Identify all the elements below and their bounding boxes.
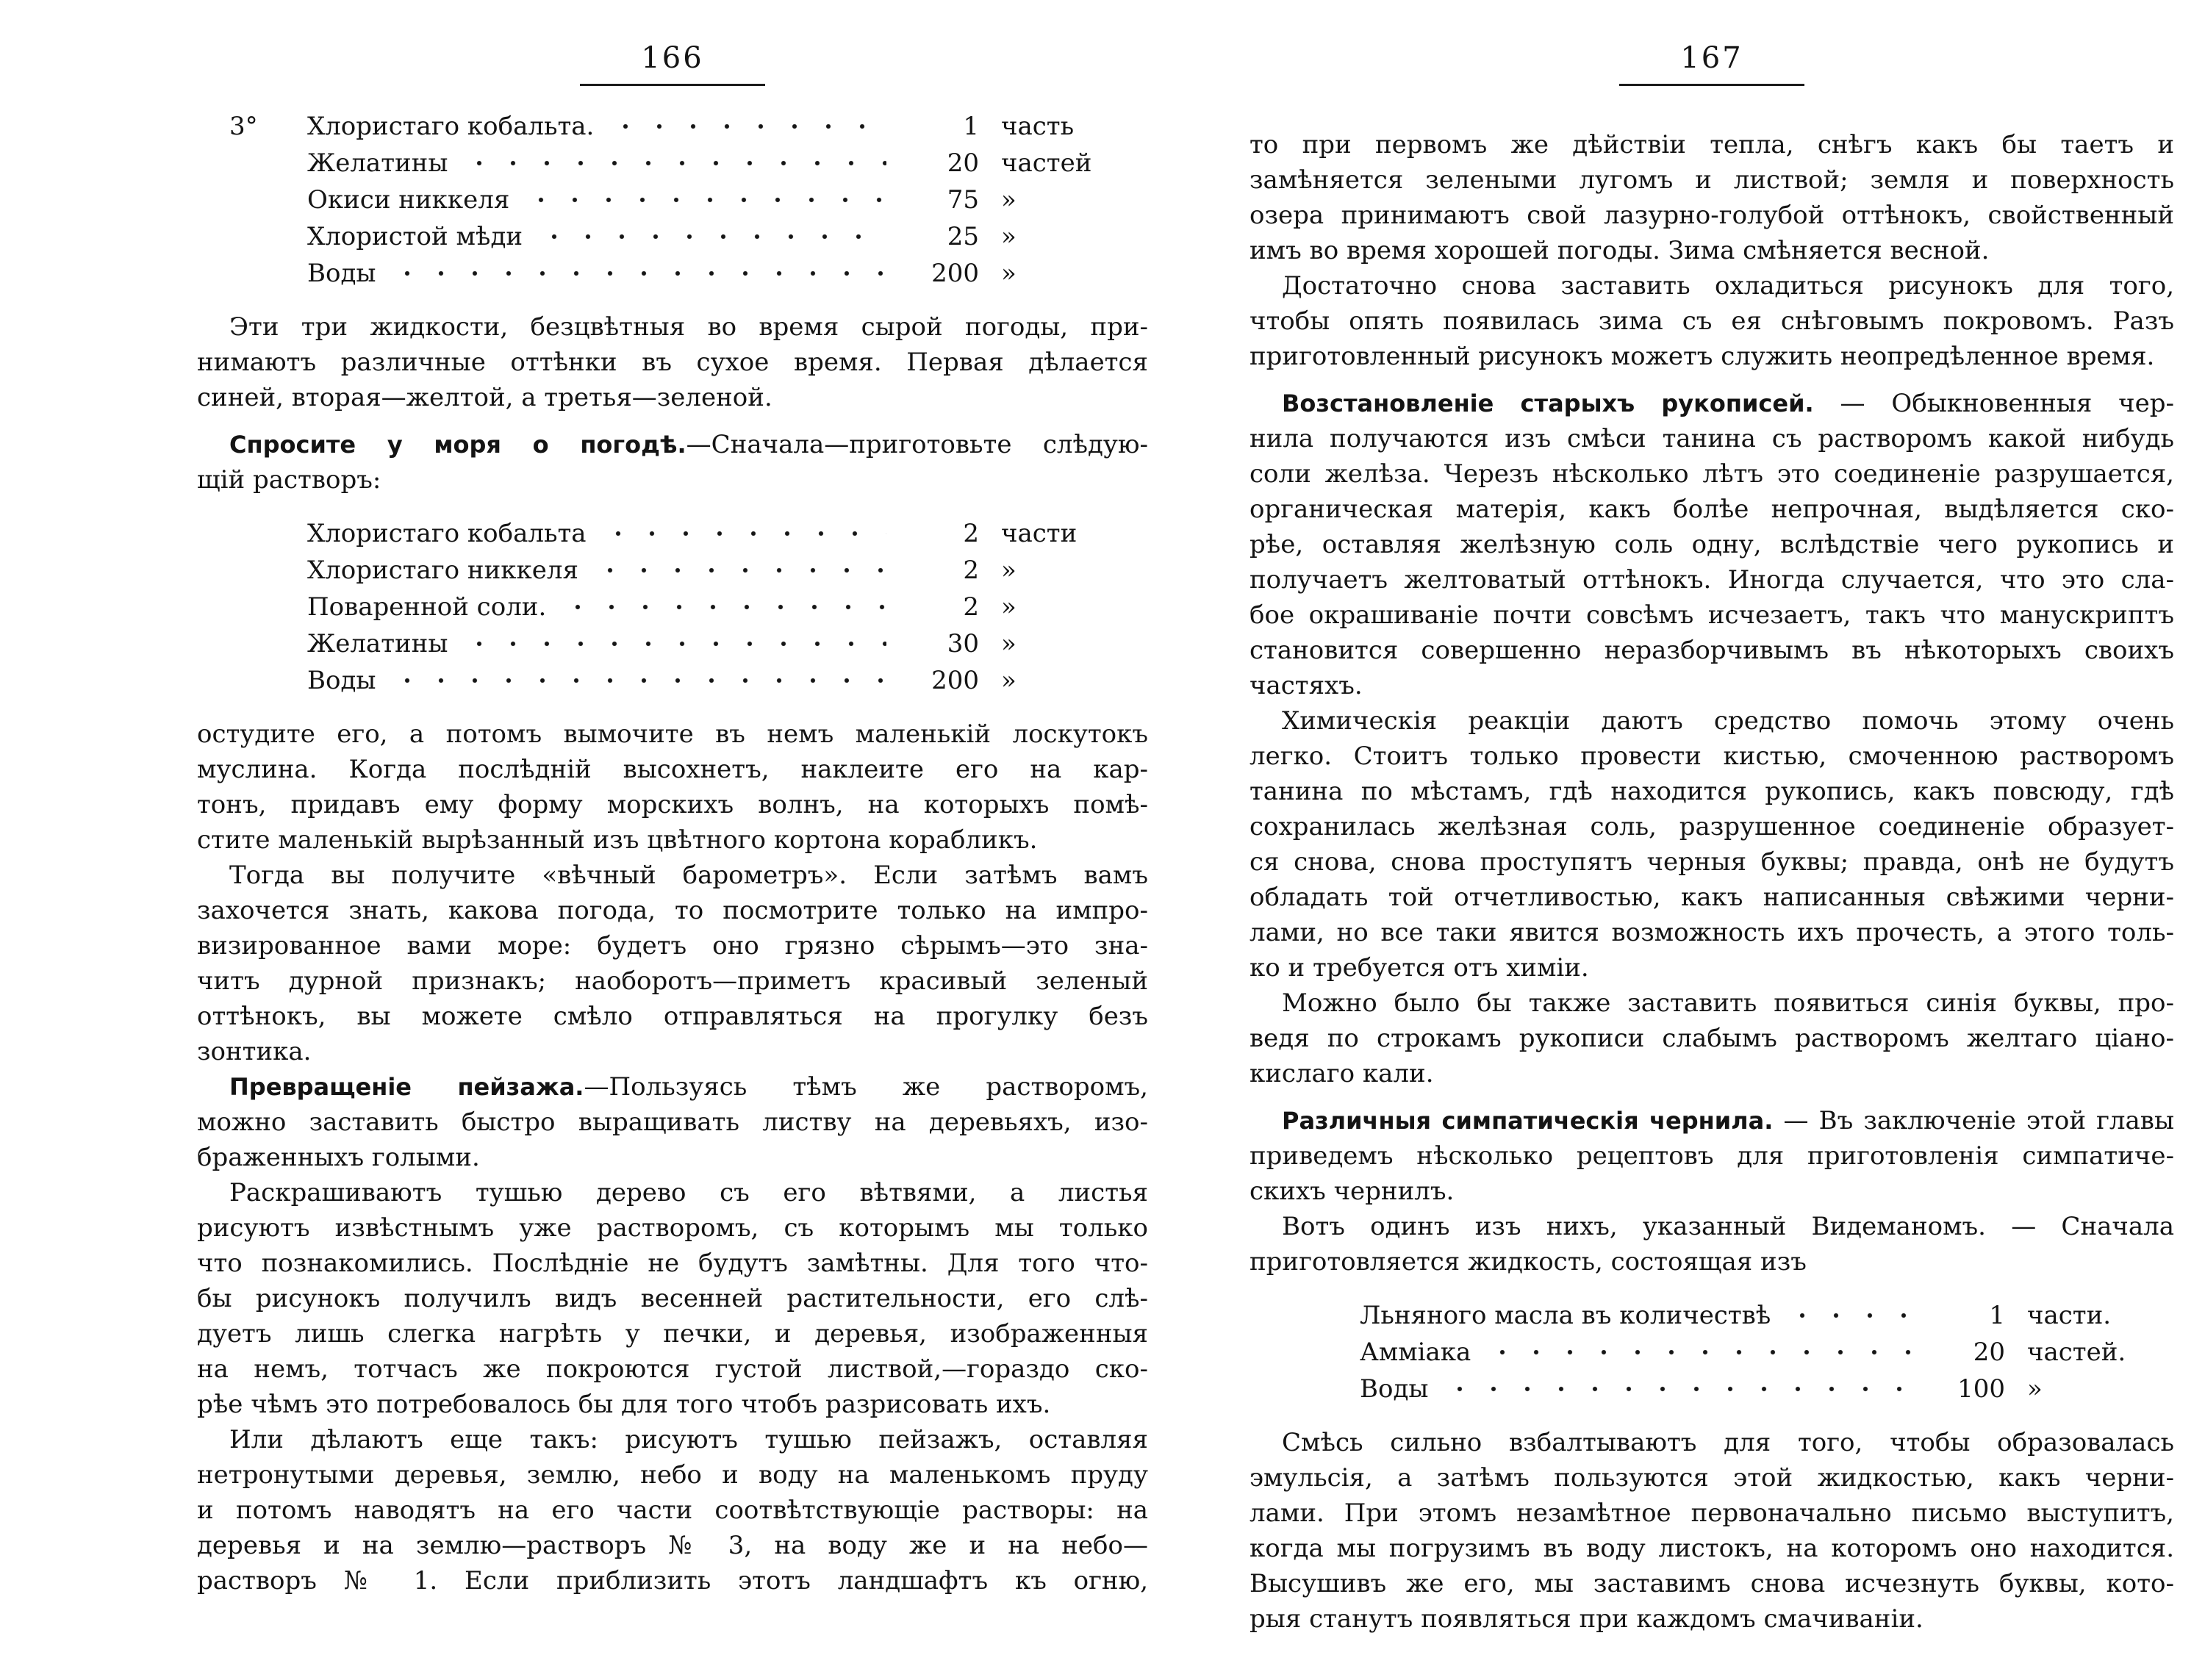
- line-text: визированное вами море: будетъ оно грязно сѣрымъ—это зна-: [197, 931, 1148, 961]
- recipe-label: Окиси никкеля: [307, 185, 510, 215]
- line-text: приведемъ нѣсколько рецептовъ для приготовленія симпатиче-: [1250, 1141, 2174, 1171]
- line-text: Можно было бы также заставить появиться синія буквы, про-: [1282, 988, 2174, 1018]
- line-text: остудите его, а потомъ вымочите въ немъ маленькій лоскутокъ: [197, 719, 1148, 749]
- line-text: Высушивъ же его, мы заставимъ снова исчезнуть буквы, кото-: [1250, 1569, 2174, 1598]
- text-line: [197, 1069, 1148, 1105]
- recipe-qty: 75: [947, 185, 979, 215]
- text-line: [197, 1246, 1148, 1281]
- run-in-heading: Различныя симпатическія чернила.: [1282, 1107, 1774, 1135]
- run-in-heading: Превращеніе пейзажа.: [229, 1073, 584, 1101]
- recipe-row: [197, 182, 1148, 218]
- recipe-label: Амміака: [1360, 1338, 1471, 1367]
- paragraph: [1250, 268, 2174, 374]
- recipe-label: Поваренной соли.: [307, 592, 547, 622]
- recipe-qty: 2: [963, 592, 979, 622]
- recipe-qty: 2: [963, 556, 979, 585]
- text-line: [1250, 1425, 2174, 1460]
- line-text: деревья и на землю—растворъ № 3, на воду же и на небо—: [197, 1531, 1148, 1560]
- paragraph: [197, 427, 1148, 498]
- text-line: [197, 963, 1148, 999]
- recipe-row: [197, 145, 1148, 182]
- recipe-row: [1250, 1334, 2174, 1371]
- recipe-dots: [590, 566, 886, 575]
- text-line: [197, 1281, 1148, 1316]
- text-line: [197, 858, 1148, 893]
- recipe-qty: 100: [1957, 1374, 2005, 1404]
- recipe-label: Хлористой мѣди: [307, 222, 523, 251]
- recipe-dots: [459, 639, 886, 648]
- text-line: [197, 787, 1148, 822]
- page-number: 167: [1680, 41, 1743, 75]
- page-number-rule: [580, 84, 765, 86]
- text-line: [1250, 1209, 2174, 1244]
- text-line: [1250, 703, 2174, 739]
- text-line: [1250, 162, 2174, 198]
- recipe-unit: »: [2027, 1374, 2043, 1404]
- recipe-marker: 3°: [229, 112, 258, 141]
- text-line: [197, 309, 1148, 345]
- line-text: рыя станутъ появляться при каждомъ смачиваніи.: [1250, 1604, 1923, 1634]
- recipe-row: [197, 589, 1148, 625]
- text-line: [1250, 1021, 2174, 1056]
- recipe-label: Хлористаго кобальта: [307, 519, 587, 548]
- recipe-qty: 30: [947, 629, 979, 658]
- paragraph: [1250, 127, 2174, 268]
- line-text: растворъ № 1. Если приблизить этотъ ландшафтъ къ огню,: [197, 1566, 1148, 1595]
- text-line: [1250, 268, 2174, 304]
- recipe-label: Желатины: [307, 148, 448, 178]
- text-line: [197, 752, 1148, 787]
- recipe-unit: части.: [2027, 1301, 2112, 1330]
- recipe-label: Желатины: [307, 629, 448, 658]
- text-line: [197, 1034, 1148, 1069]
- recipe-unit: частей.: [2027, 1338, 2126, 1367]
- line-text: Раскрашиваютъ тушью дерево съ его вѣтвями, а листья: [229, 1178, 1148, 1207]
- line-text: рѣе чѣмъ это потребовалось бы для того чтобъ разрисовать ихъ.: [197, 1390, 1051, 1419]
- line-text: что познакомились. Послѣдніе не будутъ замѣтны. Для того что-: [197, 1249, 1148, 1278]
- line-text: бое окрашиваніе почти совсѣмъ исчезаетъ, такъ что манускриптъ: [1250, 600, 2174, 630]
- recipe-dots: [459, 159, 886, 168]
- page-text: [1250, 127, 2174, 1637]
- line-text: —Пользуясь тѣмъ же растворомъ,: [584, 1072, 1148, 1102]
- recipe-row: [197, 515, 1148, 552]
- text-line: [1250, 915, 2174, 950]
- paragraph: [1250, 703, 2174, 986]
- text-line: [1250, 1244, 2174, 1279]
- text-line: [1250, 562, 2174, 597]
- paragraph: [197, 1422, 1148, 1598]
- line-text: зонтика.: [197, 1037, 312, 1066]
- line-text: чтобы опять появилась зима съ ея снѣговымъ покровомъ. Разъ: [1250, 306, 2174, 336]
- recipe-block: [197, 108, 1148, 292]
- recipe-dots: [534, 232, 886, 241]
- text-line: [1250, 986, 2174, 1021]
- text-line: [197, 345, 1148, 380]
- text-line: [1250, 1496, 2174, 1531]
- line-text: нетронутыми деревья, землю, небо и воду на маленькомъ пруду: [197, 1460, 1148, 1490]
- recipe-unit: »: [1001, 556, 1017, 585]
- text-line: [197, 1140, 1148, 1175]
- page-number-rule: [1619, 84, 1804, 86]
- text-line: [197, 1457, 1148, 1493]
- recipe-unit: »: [1001, 259, 1017, 288]
- line-text: ко и требуется отъ химіи.: [1250, 953, 1589, 983]
- text-line: [197, 1528, 1148, 1563]
- line-text: становится совершенно неразборчивымъ въ нѣкоторыхъ своихъ: [1250, 636, 2174, 665]
- recipe-label: Воды: [1360, 1374, 1429, 1404]
- recipe-unit: »: [1001, 222, 1017, 251]
- line-text: обладать той отчетливостью, какъ написанныя свѣжими черни-: [1250, 883, 2174, 912]
- text-line: [1250, 233, 2174, 268]
- recipe-row: [197, 218, 1148, 255]
- text-line: [1250, 597, 2174, 633]
- line-text: приготовляется жидкость, состоящая изъ: [1250, 1247, 1807, 1277]
- line-text: Смѣсь сильно взбалтываютъ для того, чтобы образовалась: [1282, 1428, 2174, 1457]
- recipe-label: Льняного масла въ количествѣ: [1360, 1301, 1771, 1330]
- line-text: рисуютъ извѣстнымъ уже растворомъ, съ которымъ мы только: [197, 1213, 1148, 1243]
- text-line: [1250, 1138, 2174, 1174]
- paragraph: [1250, 386, 2174, 703]
- line-text: стите маленькій вырѣзанный изъ цвѣтного кортона корабликъ.: [197, 825, 1038, 855]
- text-line: [197, 1387, 1148, 1422]
- line-text: Или дѣлаютъ еще такъ: рисуютъ тушью пейзажъ, оставляя: [229, 1425, 1148, 1454]
- book-page-166: [197, 0, 1148, 1598]
- line-text: муслина. Когда послѣдній высохнетъ, наклеите его на кар-: [197, 755, 1148, 784]
- page-number: 166: [641, 41, 704, 75]
- recipe-unit: части: [1001, 519, 1078, 548]
- text-line: [197, 1351, 1148, 1387]
- line-text: Тогда вы получите «вѣчный барометръ». Если затѣмъ вамъ: [229, 861, 1148, 890]
- text-line: [1250, 633, 2174, 668]
- line-text: сохранилась желѣзная соль, разрушенное соединеніе образует-: [1250, 812, 2174, 841]
- line-text: захочется знать, какова погода, то посмотрите только на импро-: [197, 896, 1148, 925]
- text-line: [1250, 1566, 2174, 1601]
- paragraph: [1250, 1209, 2174, 1279]
- text-line: [1250, 1174, 2174, 1209]
- text-line: [1250, 492, 2174, 527]
- line-text: органическая матерія, какъ болѣе непрочная, выдѣляется ско-: [1250, 495, 2174, 524]
- recipe-row: [1250, 1371, 2174, 1407]
- line-text: когда мы погрузимъ въ воду листокъ, на которомъ оно находится.: [1250, 1534, 2174, 1563]
- line-text: ся снова, снова проступятъ черныя буквы; правда, онѣ не будутъ: [1250, 847, 2174, 877]
- recipe-row: [1250, 1297, 2174, 1334]
- text-line: [1250, 739, 2174, 774]
- recipe-dots: [387, 676, 886, 685]
- text-line: [1250, 844, 2174, 880]
- line-text: браженныхъ голыми.: [197, 1143, 480, 1172]
- line-text: лами. При этомъ незамѣтное первоначально письмо выступитъ,: [1250, 1498, 2174, 1528]
- recipe-row: [197, 662, 1148, 699]
- line-text: рѣе, оставляя желѣзную соль одну, вслѣдствіе чего рукопись и: [1250, 530, 2174, 559]
- text-line: [1250, 421, 2174, 456]
- text-line: [197, 928, 1148, 963]
- recipe-unit: »: [1001, 592, 1017, 622]
- text-line: [1250, 1103, 2174, 1138]
- text-line: [1250, 456, 2174, 492]
- line-text: оттѣнокъ, вы можете смѣло отправляться на прогулку безъ: [197, 1002, 1148, 1031]
- line-text: озера принимаютъ свой лазурно-голубой оттѣнокъ, свойственный: [1250, 201, 2174, 230]
- line-text: частяхъ.: [1250, 671, 1363, 700]
- text-line: [1250, 950, 2174, 986]
- text-line: [197, 427, 1148, 462]
- text-line: [197, 893, 1148, 928]
- paragraph: [197, 1069, 1148, 1175]
- recipe-dots: [598, 529, 886, 538]
- recipe-unit: »: [1001, 666, 1017, 695]
- line-text: —Сначала—приготовьте слѣдую-: [686, 430, 1148, 459]
- line-text: на немъ, тотчасъ же покроются густой листвой,—гораздо ско-: [197, 1354, 1148, 1384]
- line-text: дуетъ лишь слегка нагрѣть у печки, и деревья, изображенныя: [197, 1319, 1148, 1349]
- recipe-label: Воды: [307, 666, 376, 695]
- recipe-qty: 200: [931, 259, 979, 288]
- line-text: получаетъ желтоватый оттѣнокъ. Иногда случается, что это сла-: [1250, 565, 2174, 595]
- text-line: [1250, 339, 2174, 374]
- text-line: [197, 717, 1148, 752]
- text-line: [197, 380, 1148, 415]
- paragraph: [197, 309, 1148, 415]
- line-text: Химическія реакціи даютъ средство помочь этому очень: [1282, 706, 2174, 736]
- recipe-label: Воды: [307, 259, 376, 288]
- text-line: [1250, 880, 2174, 915]
- recipe-dots: [1440, 1385, 1912, 1393]
- paragraph: [1250, 1425, 2174, 1637]
- line-text: тонъ, придавъ ему форму морскихъ волнъ, на которыхъ помѣ-: [197, 790, 1148, 819]
- text-line: [1250, 774, 2174, 809]
- line-text: нимаютъ различные оттѣнки въ сухое время. Первая дѣлается: [197, 348, 1148, 377]
- text-line: [197, 999, 1148, 1034]
- line-text: ведя по строкамъ рукописи слабымъ растворомъ желтаго ціано-: [1250, 1024, 2174, 1053]
- line-text: эмульсія, а затѣмъ пользуются этой жидкостью, какъ черни-: [1250, 1463, 2174, 1493]
- recipe-qty: 200: [931, 666, 979, 695]
- recipe-row: [197, 625, 1148, 662]
- line-text: бы рисунокъ получилъ видъ весенней растительности, его слѣ-: [197, 1284, 1148, 1313]
- line-text: Достаточно снова заставить охладиться рисунокъ для того,: [1282, 271, 2174, 301]
- line-text: соли желѣза. Черезъ нѣсколько лѣтъ это соединеніе разрушается,: [1250, 459, 2174, 489]
- line-text: — Обыкновенныя чер-: [1813, 389, 2175, 418]
- text-line: [197, 1105, 1148, 1140]
- recipe-qty: 1: [963, 112, 979, 141]
- recipe-dots: [387, 269, 886, 278]
- recipe-label: Хлористаго никкеля: [307, 556, 578, 585]
- text-line: [1250, 198, 2174, 233]
- recipe-row: [197, 255, 1148, 292]
- paragraph: [1250, 1103, 2174, 1209]
- text-line: [1250, 1460, 2174, 1496]
- line-text: и потомъ наводятъ на его части соотвѣтствующіе растворы: на: [197, 1496, 1148, 1525]
- recipe-dots: [1782, 1311, 1912, 1320]
- line-text: щій растворъ:: [197, 465, 381, 495]
- recipe-block: [1250, 1297, 2174, 1407]
- line-text: — Въ заключеніе этой главы: [1773, 1106, 2175, 1135]
- recipe-qty: 20: [947, 148, 979, 178]
- line-text: кислаго кали.: [1250, 1059, 1434, 1088]
- recipe-qty: 20: [1973, 1338, 2005, 1367]
- line-text: легко. Стоитъ только провести кистью, смоченною растворомъ: [1250, 742, 2174, 771]
- paragraph: [197, 1175, 1148, 1422]
- line-text: имъ во время хорошей погоды. Зима смѣняется весной.: [1250, 236, 1990, 265]
- recipe-qty: 2: [963, 519, 979, 548]
- text-line: [1250, 1056, 2174, 1091]
- recipe-label: Хлористаго кобальта.: [307, 112, 595, 141]
- line-text: лами, но все таки явится возможность ихъ прочесть, а этого толь-: [1250, 918, 2174, 947]
- text-line: [1250, 386, 2174, 421]
- text-line: [197, 822, 1148, 858]
- recipe-dots: [606, 122, 886, 131]
- text-line: [1250, 1601, 2174, 1637]
- line-text: нила получаются изъ смѣси танина съ растворомъ какой нибудь: [1250, 424, 2174, 453]
- paragraph: [197, 858, 1148, 1069]
- recipe-unit: часть: [1001, 112, 1075, 141]
- text-line: [197, 1563, 1148, 1598]
- recipe-qty: 25: [947, 222, 979, 251]
- line-text: Эти три жидкости, безцвѣтныя во время сырой погоды, при-: [229, 312, 1148, 342]
- text-line: [197, 462, 1148, 498]
- recipe-unit: »: [1001, 185, 1017, 215]
- recipe-row: [197, 108, 1148, 145]
- text-line: [197, 1493, 1148, 1528]
- text-line: [197, 1210, 1148, 1246]
- recipe-block: [197, 515, 1148, 699]
- line-text: приготовленный рисунокъ можетъ служить неопредѣленное время.: [1250, 342, 2155, 371]
- line-text: то при первомъ же дѣйствіи тепла, снѣгъ какъ бы таетъ и: [1250, 130, 2174, 159]
- line-text: можно заставить быстро выращивать листву на деревьяхъ, изо-: [197, 1108, 1148, 1137]
- line-text: замѣняется зелеными лугомъ и листвой; земля и поверхность: [1250, 165, 2174, 195]
- text-line: [1250, 304, 2174, 339]
- text-line: [1250, 1531, 2174, 1566]
- text-line: [1250, 809, 2174, 844]
- recipe-unit: частей: [1001, 148, 1092, 178]
- line-text: скихъ чернилъ.: [1250, 1177, 1455, 1206]
- recipe-dots: [558, 603, 886, 611]
- text-line: [1250, 668, 2174, 703]
- text-line: [197, 1422, 1148, 1457]
- run-in-heading: Возстановленіе старыхъ рукописей.: [1282, 390, 1814, 417]
- recipe-dots: [1482, 1348, 1912, 1357]
- recipe-unit: »: [1001, 629, 1017, 658]
- run-in-heading: Спросите у моря о погодѣ.: [229, 431, 686, 459]
- text-line: [197, 1316, 1148, 1351]
- line-text: синей, вторая—желтой, а третья—зеленой.: [197, 383, 772, 412]
- paragraph: [1250, 986, 2174, 1091]
- recipe-dots: [521, 195, 886, 204]
- line-text: Вотъ одинъ изъ нихъ, указанный Видеманомъ. — Сначала: [1282, 1212, 2174, 1241]
- line-text: танина по мѣстамъ, гдѣ находится рукопись, какъ повсюду, гдѣ: [1250, 777, 2174, 806]
- recipe-row: [197, 552, 1148, 589]
- book-page-167: [1250, 0, 2174, 1637]
- line-text: читъ дурной признакъ; наоборотъ—приметъ красивый зеленый: [197, 966, 1148, 996]
- text-line: [197, 1175, 1148, 1210]
- text-line: [1250, 527, 2174, 562]
- recipe-qty: 1: [1989, 1301, 2005, 1330]
- paragraph: [197, 717, 1148, 858]
- text-line: [1250, 127, 2174, 162]
- page-text: [197, 108, 1148, 1598]
